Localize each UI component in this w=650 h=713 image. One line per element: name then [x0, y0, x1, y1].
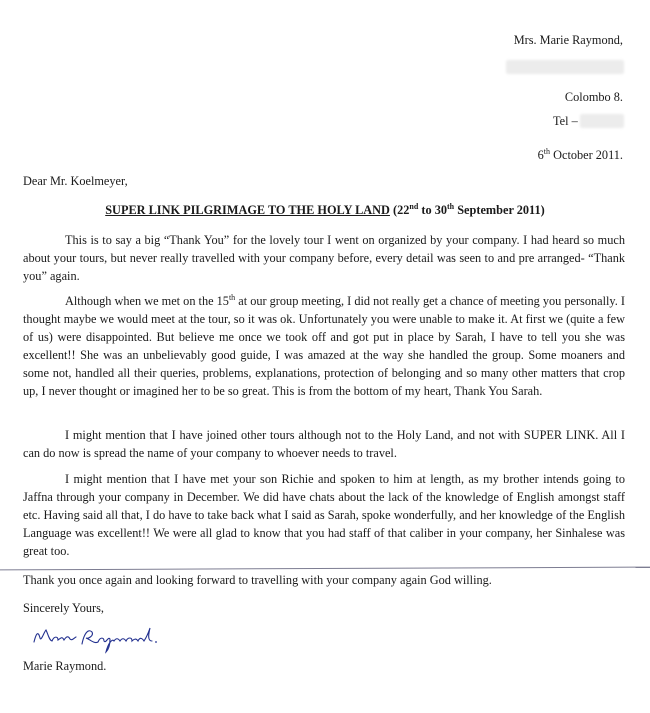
heading-sup-2: th: [447, 201, 455, 211]
paragraph-thank-you: This is to say a big “Thank You” for the lovely tour I went on organized by your company. I had heard so much about your tours, but never really travelled with your company before, every detail was seen to and pre arranged- “Thank you” again.: [23, 233, 625, 283]
sender-city: Colombo 8.: [564, 90, 623, 104]
redacted-address: [506, 60, 624, 74]
heading-open: (22: [389, 203, 410, 217]
sender-name: Mrs. Marie Raymond,: [513, 33, 623, 47]
redacted-phone: [580, 114, 624, 128]
tel-label: Tel –: [553, 114, 578, 128]
date-day: 6: [537, 148, 544, 162]
letter-heading: [0, 201, 650, 219]
printed-name: Marie Raymond.: [23, 659, 107, 673]
heading-close: September 2011): [454, 203, 545, 217]
heading-mid: to 30: [418, 203, 448, 217]
date-rest: October 2011.: [550, 148, 623, 162]
date-suffix: th: [543, 146, 551, 156]
para2-after: at our group meeting, I did not really get a chance of meeting you personally. I thought maybe we would meet at the tour, so it was ok. Unfortunately you were unable to make it. At first we (quite a few of us) were disappointed. But believe me once we took off and got put in place by Sarah, I have to tell you she was excellent!! She was an unbelievably good guide, I was amazed at the way she handled the group. Some moaners and some not, handled all their queries, problems, explanations, protection of belonging and so many other matters that crop up, I never thought or imagined her to be so great. This is from the bottom of my heart, Thank You Sarah.: [23, 294, 626, 398]
para2-sup: th: [228, 292, 236, 302]
closing-line: Thank you once again and looking forward to travelling with your company again God willing.: [23, 573, 492, 587]
heading-title: SUPER LINK PILGRIMAGE TO THE HOLY LAND: [105, 203, 390, 217]
paragraph-sarah: [23, 292, 625, 400]
handwritten-signature: [28, 620, 163, 654]
heading-sup-1: nd: [409, 201, 419, 211]
paragraph-richie: I might mention that I have met your son Richie and spoken to him at length, as my brother intends going to Jaffna through your company in December. We did have chats about the lack of the knowledge of English amongst staff etc. Having said all that, I do have to take back what I said as Sarah, spoke wonderfully, and her knowledge of the English Language was excellent!! We were all glad to know that you had staff of that caliber in your company, her Sinhalese was great too.: [23, 472, 625, 558]
salutation: Dear Mr. Koelmeyer,: [23, 174, 128, 188]
para2-before: Although when we met on the 15: [65, 294, 229, 308]
divider-line: [0, 567, 650, 571]
sign-off: Sincerely Yours,: [23, 601, 104, 615]
paragraph-other-tours: I might mention that I have joined other tours although not to the Holy Land, and not with SUPER LINK. All I can do now is spread the name of your company to whoever needs to travel.: [23, 428, 625, 460]
letter-date: [538, 146, 623, 164]
